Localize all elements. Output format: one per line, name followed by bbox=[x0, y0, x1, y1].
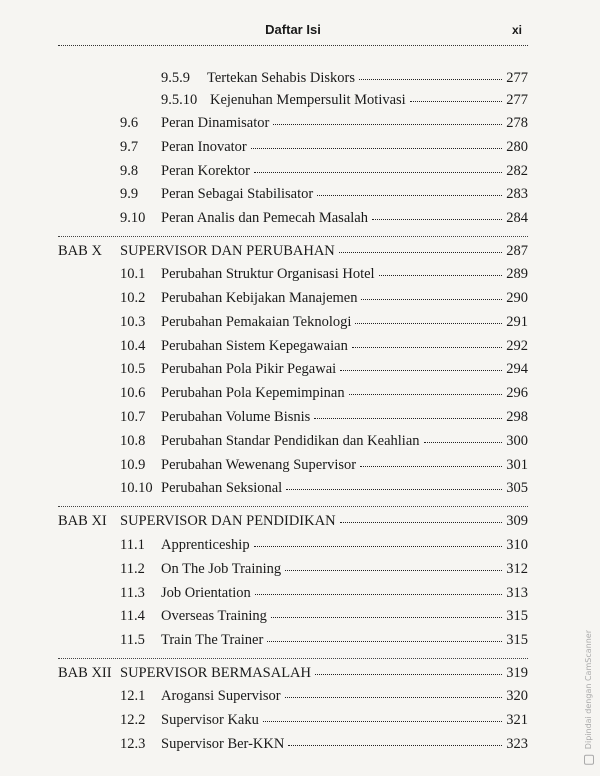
watermark-text: Dipindai dengan CamScanner bbox=[584, 630, 593, 750]
leader-dots bbox=[352, 335, 502, 348]
leader-dots bbox=[251, 136, 502, 149]
toc-entry bbox=[161, 455, 528, 475]
entry-title: Perubahan Pola Pikir Pegawai bbox=[161, 361, 337, 377]
entry-page: 310 bbox=[506, 537, 528, 553]
toc-entry bbox=[161, 606, 528, 626]
entry-number: 12.2 bbox=[120, 712, 146, 728]
entry-number: 11.5 bbox=[120, 632, 145, 648]
entry-page: 321 bbox=[506, 712, 528, 728]
toc-entry bbox=[161, 431, 528, 451]
entry-title: Perubahan Pola Kepemimpinan bbox=[161, 385, 345, 401]
toc-entry bbox=[210, 90, 528, 110]
leader-dots bbox=[285, 685, 503, 698]
entry-page: 320 bbox=[506, 688, 528, 704]
entry-page: 287 bbox=[506, 243, 528, 259]
leader-dots bbox=[254, 534, 503, 547]
leader-dots bbox=[315, 662, 502, 675]
entry-number: 10.10 bbox=[120, 480, 153, 496]
chapter-title: SUPERVISOR DAN PENDIDIKAN bbox=[120, 513, 336, 529]
toc-entry bbox=[161, 184, 528, 204]
entry-title: Perubahan Standar Pendidikan dan Keahlian bbox=[161, 433, 420, 449]
leader-dots bbox=[314, 406, 502, 419]
entry-title: Perubahan Wewenang Supervisor bbox=[161, 457, 357, 473]
chapter-title: SUPERVISOR DAN PERUBAHAN bbox=[120, 243, 335, 259]
entry-page: 278 bbox=[506, 115, 528, 131]
entry-page: 289 bbox=[506, 266, 528, 282]
entry-title: On The Job Training bbox=[161, 561, 282, 577]
entry-page: 309 bbox=[506, 513, 528, 529]
entry-number: 12.3 bbox=[120, 736, 146, 752]
entry-title: Perubahan Kebijakan Manajemen bbox=[161, 290, 358, 306]
entry-number: 10.4 bbox=[120, 338, 146, 354]
toc-chapter bbox=[120, 511, 528, 531]
running-header bbox=[58, 20, 528, 42]
entry-number: 12.1 bbox=[120, 688, 146, 704]
entry-number: 9.6 bbox=[120, 115, 139, 131]
toc-entry bbox=[161, 559, 528, 579]
entry-page: 305 bbox=[506, 480, 528, 496]
entry-title: Perubahan Struktur Organisasi Hotel bbox=[161, 266, 375, 282]
entry-title: Apprenticeship bbox=[161, 537, 250, 553]
entry-number: 9.7 bbox=[120, 139, 139, 155]
entry-title: Perubahan Pemakaian Teknologi bbox=[161, 314, 352, 330]
entry-page: 315 bbox=[506, 608, 528, 624]
toc-entry bbox=[161, 478, 528, 498]
toc-entry bbox=[161, 359, 528, 379]
toc-entry bbox=[161, 383, 528, 403]
entry-title: Kejenuhan Mempersulit Motivasi bbox=[210, 92, 406, 108]
section-divider bbox=[58, 236, 528, 237]
leader-dots bbox=[286, 477, 502, 490]
entry-page: 323 bbox=[506, 736, 528, 752]
toc-entry bbox=[161, 288, 528, 308]
leader-dots bbox=[271, 605, 502, 618]
camscanner-icon bbox=[584, 755, 594, 765]
header-page-number: xi bbox=[511, 23, 522, 37]
leader-dots bbox=[410, 89, 503, 102]
toc-entry bbox=[161, 137, 528, 157]
leader-dots bbox=[263, 709, 502, 722]
entry-page: 292 bbox=[506, 338, 528, 354]
entry-title: Arogansi Supervisor bbox=[161, 688, 281, 704]
section-divider bbox=[58, 506, 528, 507]
section-divider bbox=[58, 658, 528, 659]
leader-dots bbox=[361, 287, 502, 300]
leader-dots bbox=[254, 160, 502, 173]
toc-entry bbox=[161, 710, 528, 730]
chapter-number: BAB X bbox=[58, 243, 102, 259]
leader-dots bbox=[424, 430, 503, 443]
entry-number: 10.5 bbox=[120, 361, 146, 377]
chapter-title: SUPERVISOR BERMASALAH bbox=[120, 665, 311, 681]
chapter-number: BAB XII bbox=[58, 665, 112, 681]
entry-number: 9.8 bbox=[120, 163, 139, 179]
entry-title: Perubahan Seksional bbox=[161, 480, 283, 496]
toc-entry bbox=[161, 630, 528, 650]
leader-dots bbox=[355, 311, 502, 324]
leader-dots bbox=[285, 558, 502, 571]
entry-title: Supervisor Kaku bbox=[161, 712, 259, 728]
entry-number: 10.8 bbox=[120, 433, 146, 449]
entry-number: 9.9 bbox=[120, 186, 139, 202]
entry-page: 284 bbox=[506, 210, 528, 226]
leader-dots bbox=[267, 629, 502, 642]
entry-page: 298 bbox=[506, 409, 528, 425]
entry-page: 296 bbox=[506, 385, 528, 401]
entry-number: 9.5.9 bbox=[161, 70, 190, 86]
entry-title: Overseas Training bbox=[161, 608, 267, 624]
leader-dots bbox=[255, 582, 502, 595]
toc-chapter bbox=[120, 241, 528, 261]
toc-entry bbox=[207, 68, 528, 88]
entry-page: 300 bbox=[506, 433, 528, 449]
leader-dots bbox=[360, 454, 502, 467]
entry-title: Perubahan Volume Bisnis bbox=[161, 409, 311, 425]
entry-title: Peran Korektor bbox=[161, 163, 250, 179]
leader-dots bbox=[273, 112, 502, 125]
entry-number: 10.7 bbox=[120, 409, 146, 425]
entry-page: 315 bbox=[506, 632, 528, 648]
entry-page: 294 bbox=[506, 361, 528, 377]
entry-page: 291 bbox=[506, 314, 528, 330]
scanner-watermark bbox=[584, 630, 594, 765]
header-title: Daftar Isi bbox=[265, 22, 321, 37]
entry-page: 277 bbox=[506, 70, 528, 86]
entry-number: 10.1 bbox=[120, 266, 146, 282]
entry-page: 312 bbox=[506, 561, 528, 577]
entry-page: 280 bbox=[506, 139, 528, 155]
entry-title: Supervisor Ber-KKN bbox=[161, 736, 285, 752]
toc-entry bbox=[161, 208, 528, 228]
entry-title: Tertekan Sehabis Diskors bbox=[207, 70, 355, 86]
entry-page: 282 bbox=[506, 163, 528, 179]
entry-title: Peran Sebagai Stabilisator bbox=[161, 186, 314, 202]
leader-dots bbox=[340, 510, 503, 523]
toc-entry bbox=[161, 264, 528, 284]
leader-dots bbox=[339, 240, 502, 253]
entry-number: 10.6 bbox=[120, 385, 146, 401]
toc-entry bbox=[161, 535, 528, 555]
entry-title: Job Orientation bbox=[161, 585, 251, 601]
entry-page: 301 bbox=[506, 457, 528, 473]
entry-page: 283 bbox=[506, 186, 528, 202]
leader-dots bbox=[317, 183, 502, 196]
toc-entry bbox=[161, 686, 528, 706]
toc-entry bbox=[161, 161, 528, 181]
entry-title: Peran Analis dan Pemecah Masalah bbox=[161, 210, 368, 226]
entry-number: 9.5.10 bbox=[161, 92, 198, 108]
toc-entry bbox=[161, 312, 528, 332]
header-rule bbox=[58, 45, 528, 46]
chapter-number: BAB XI bbox=[58, 513, 107, 529]
entry-title: Peran Inovator bbox=[161, 139, 247, 155]
leader-dots bbox=[359, 67, 502, 80]
entry-number: 11.4 bbox=[120, 608, 145, 624]
toc-entry bbox=[161, 113, 528, 133]
toc-entry bbox=[161, 734, 528, 754]
leader-dots bbox=[288, 733, 502, 746]
toc-entry bbox=[161, 407, 528, 427]
entry-number: 11.1 bbox=[120, 537, 145, 553]
leader-dots bbox=[379, 263, 503, 276]
entry-number: 9.10 bbox=[120, 210, 146, 226]
entry-page: 277 bbox=[506, 92, 528, 108]
toc-entry bbox=[161, 583, 528, 603]
entry-number: 11.2 bbox=[120, 561, 145, 577]
entry-number: 10.3 bbox=[120, 314, 146, 330]
leader-dots bbox=[340, 358, 502, 371]
entry-number: 10.9 bbox=[120, 457, 146, 473]
entry-title: Train The Trainer bbox=[161, 632, 264, 648]
entry-title: Perubahan Sistem Kepegawaian bbox=[161, 338, 348, 354]
toc-entry bbox=[161, 336, 528, 356]
entry-number: 11.3 bbox=[120, 585, 145, 601]
entry-page: 319 bbox=[506, 665, 528, 681]
entry-page: 290 bbox=[506, 290, 528, 306]
toc-chapter bbox=[120, 663, 528, 683]
leader-dots bbox=[372, 207, 502, 220]
entry-page: 313 bbox=[506, 585, 528, 601]
entry-title: Peran Dinamisator bbox=[161, 115, 270, 131]
entry-number: 10.2 bbox=[120, 290, 146, 306]
leader-dots bbox=[349, 382, 503, 395]
